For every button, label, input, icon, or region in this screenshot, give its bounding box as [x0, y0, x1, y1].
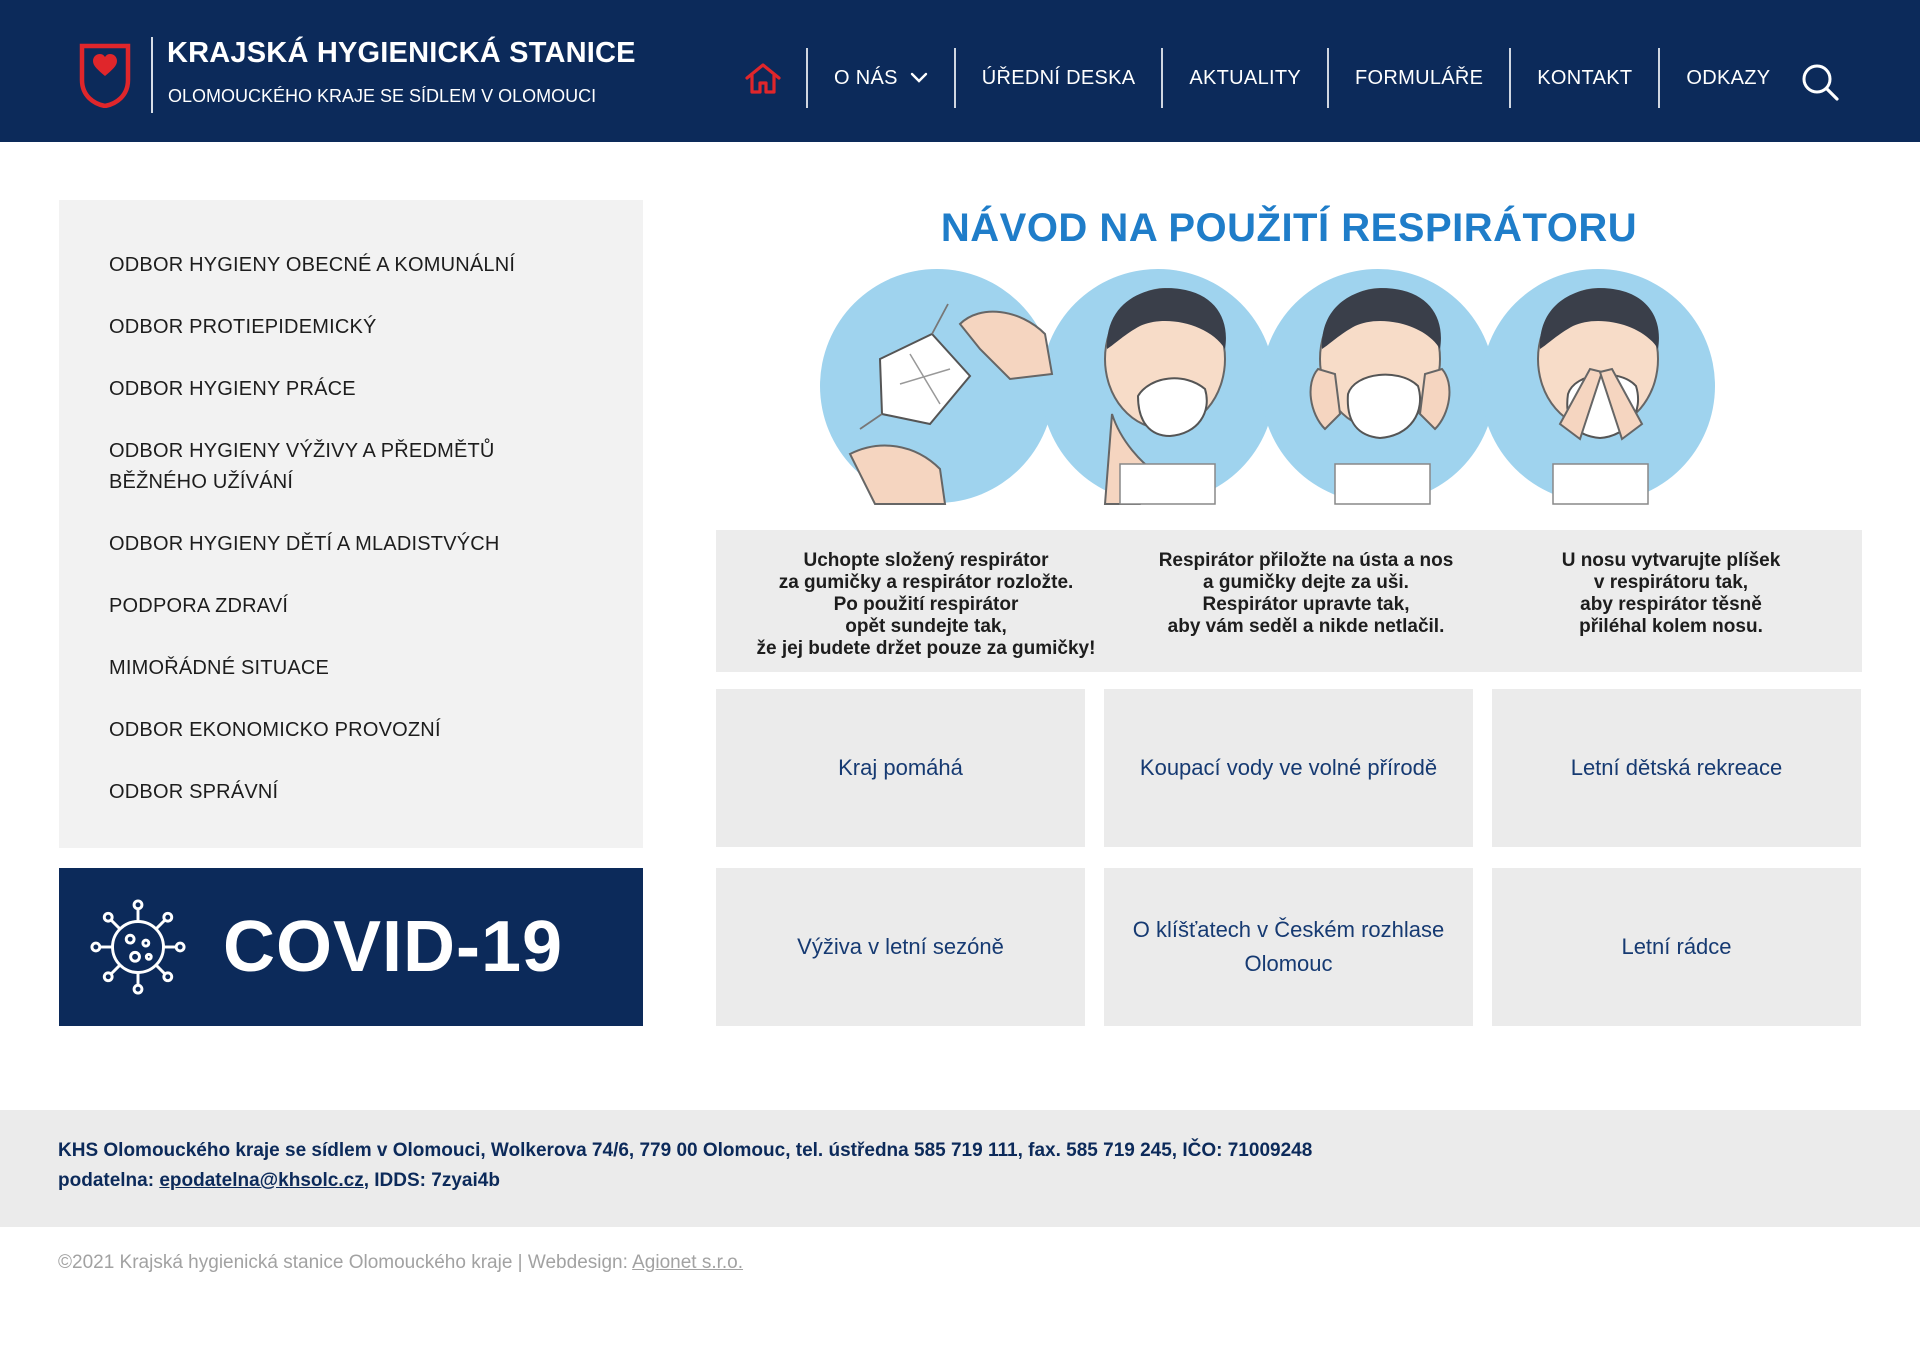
chevron-down-icon: [910, 72, 928, 84]
nav-separator: [806, 48, 808, 108]
tile-o-klistatech[interactable]: O klíšťatech v Českém rozhlase Olomouc: [1104, 868, 1473, 1026]
banner-title: NÁVOD NA POUŽITÍ RESPIRÁTORU: [940, 206, 1638, 250]
nav-item-aktuality[interactable]: AKTUALITY: [1189, 66, 1302, 89]
nav-item-odkazy[interactable]: ODKAZY: [1686, 66, 1771, 89]
tile-vyziva-v-letni-sezone[interactable]: Výživa v letní sezóně: [716, 868, 1085, 1026]
covid-label: COVID-19: [223, 907, 564, 987]
tile-kraj-pomaha[interactable]: Kraj pomáhá: [716, 689, 1085, 847]
sidebar-item-ekonomicko-provozni[interactable]: ODBOR EKONOMICKO PROVOZNÍ: [109, 719, 441, 741]
main-nav: [720, 48, 1796, 108]
nav-separator: [954, 48, 956, 108]
site-title[interactable]: KRAJSKÁ HYGIENICKÁ STANICE: [167, 37, 636, 69]
respirator-guide-banner[interactable]: [716, 196, 1862, 672]
footer-idds: , IDDS: 7zyai4b: [363, 1170, 500, 1191]
sidebar-item-protiepidemicky[interactable]: ODBOR PROTIEPIDEMICKÝ: [109, 316, 377, 338]
heart-shield-icon[interactable]: [78, 40, 132, 108]
nav-separator: [1509, 48, 1511, 108]
copyright-text: ©2021 Krajská hygienická stanice Olomouckého kraje | Webdesign:: [58, 1252, 633, 1273]
sidebar-item-mimoradne-situace[interactable]: MIMOŘÁDNÉ SITUACE: [109, 657, 330, 679]
site-footer: [0, 1110, 1920, 1227]
footer-address: KHS Olomouckého kraje se sídlem v Olomouci, Wolkerova 74/6, 779 00 Olomouc, tel. ústředna 585 719 111, fax. 585 719 245, IČO: 71009248: [58, 1140, 1313, 1161]
caption-step-2: Respirátor přiložte na ústa a nos a gumičky dejte za uši. Respirátor upravte tak, aby vám seděl a nikde netlačil.: [1158, 550, 1454, 637]
nav-item-label: O NÁS: [834, 66, 898, 89]
banner-captions: [716, 530, 1862, 672]
logo-divider: [151, 37, 153, 113]
nav-separator: [1327, 48, 1329, 108]
webdesign-link[interactable]: Agionet s.r.o.: [632, 1252, 744, 1273]
nav-home[interactable]: [720, 48, 806, 108]
respirator-steps-illustration: [820, 264, 1740, 516]
sidebar-item-spravni[interactable]: ODBOR SPRÁVNÍ: [109, 781, 279, 803]
caption-step-3: U nosu vytvarujte plíšek v respirátoru tak, aby respirátor těsně přiléhal kolem nosu.: [1561, 550, 1781, 637]
home-icon: [744, 61, 782, 95]
site-header: [0, 0, 1920, 142]
covid-banner[interactable]: [59, 868, 643, 1026]
sidebar-menu: [59, 200, 643, 848]
nav-item-uredni-deska[interactable]: ÚŘEDNÍ DESKA: [981, 66, 1136, 89]
nav-item-o-nas[interactable]: [808, 48, 954, 108]
tile-koupaci-vody[interactable]: Koupací vody ve volné přírodě: [1104, 689, 1473, 847]
footer-podatelna-label: podatelna:: [58, 1170, 160, 1191]
sidebar-item-hygiena-prace[interactable]: ODBOR HYGIENY PRÁCE: [109, 378, 356, 400]
sidebar-item-hygiena-vyzivy[interactable]: ODBOR HYGIENY VÝŽIVY A PŘEDMĚTŮ BĚŽNÉHO UŽÍVÁNÍ: [109, 440, 495, 493]
site-subtitle[interactable]: OLOMOUCKÉHO KRAJE SE SÍDLEM V OLOMOUCI: [168, 86, 597, 106]
tile-letni-detska-rekreace[interactable]: Letní dětská rekreace: [1492, 689, 1861, 847]
copyright: [58, 1252, 743, 1274]
nav-item-kontakt[interactable]: KONTAKT: [1537, 66, 1633, 89]
nav-separator: [1161, 48, 1163, 108]
caption-step-1: Uchopte složený respirátor za gumičky a respirátor rozložte. Po použití respirátor opět sundejte tak, že jej budete držet pouze za gumičky!: [756, 550, 1096, 659]
footer-contact: [58, 1170, 500, 1192]
tile-letni-radce[interactable]: Letní rádce: [1492, 868, 1861, 1026]
virus-icon: [89, 898, 187, 996]
search-icon[interactable]: [1800, 62, 1840, 102]
nav-separator: [1658, 48, 1660, 108]
sidebar-item-hygiena-deti[interactable]: ODBOR HYGIENY DĚTÍ A MLADISTVÝCH: [109, 533, 500, 555]
footer-email-link[interactable]: epodatelna@khsolc.cz: [159, 1170, 364, 1191]
sidebar-item-podpora-zdravi[interactable]: PODPORA ZDRAVÍ: [109, 595, 289, 617]
nav-item-formulare[interactable]: FORMULÁŘE: [1355, 66, 1484, 89]
sidebar-item-hygiena-obecna[interactable]: ODBOR HYGIENY OBECNÉ A KOMUNÁLNÍ: [109, 254, 516, 276]
